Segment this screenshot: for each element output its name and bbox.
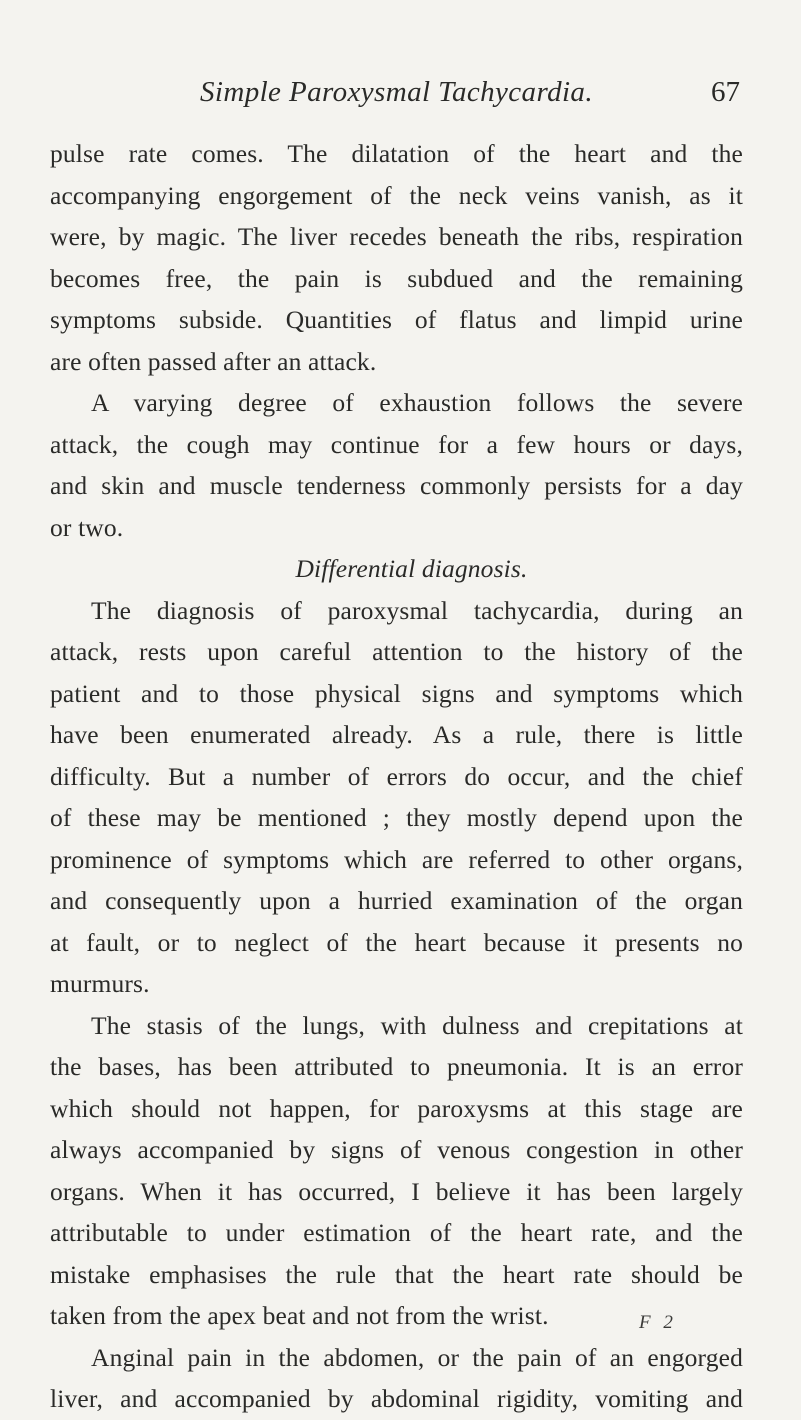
text-line: liver, and accompanied by abdominal rigidity, vomiting and [50, 1384, 743, 1413]
text-line: difficulty. But a number of errors do occur, and the chief [50, 761, 743, 791]
text-line: or two. [50, 512, 124, 542]
signature-mark: F 2 [639, 1312, 677, 1333]
text-line: attributable to under estimation of the heart rate, and the [50, 1218, 743, 1247]
text-line: attack, the cough may continue for a few hours or days, [50, 429, 743, 459]
text-line: Anginal pain in the abdomen, or the pain of an engorged [91, 1342, 743, 1372]
text-line: have been enumerated already. As a rule, there is little [50, 720, 743, 749]
text-line: and consequently upon a hurried examination of the organ [50, 886, 743, 915]
page-number: 67 [711, 76, 740, 108]
text-line: which should not happen, for paroxysms at this stage are [50, 1093, 743, 1123]
text-line: pulse rate comes. The dilatation of the heart and the [50, 139, 743, 168]
text-line: taken from the apex beat and not from the wrist. [50, 1301, 549, 1330]
body-text [50, 133, 743, 1420]
text-line: The stasis of the lungs, with dulness and crepitations at [91, 1010, 743, 1040]
text-line: patient and to those physical signs and symptoms which [50, 678, 743, 708]
text-line: prominence of symptoms which are referred to other organs, [50, 844, 743, 874]
text-line: are often passed after an attack. [50, 346, 377, 376]
text-line: and skin and muscle tenderness commonly persists for a day [50, 471, 743, 500]
text-line: The diagnosis of paroxysmal tachycardia, during an [91, 595, 743, 625]
text-line: accompanying engorgement of the neck veins vanish, as it [50, 180, 743, 210]
text-line: always accompanied by signs of venous congestion in other [50, 1135, 743, 1164]
running-title: Simple Paroxysmal Tachycardia. [200, 76, 593, 108]
text-line: A varying degree of exhaustion follows the severe [91, 388, 743, 417]
text-line: were, by magic. The liver recedes beneath the ribs, respiration [50, 222, 743, 251]
text-line: the bases, has been attributed to pneumonia. It is an error [50, 1052, 743, 1081]
section-heading: Differential diagnosis. [295, 554, 528, 583]
text-line: mistake emphasises the rule that the heart rate should be [50, 1259, 743, 1289]
text-line: organs. When it has occurred, I believe it has been largely [50, 1176, 743, 1206]
text-line: attack, rests upon careful attention to the history of the [50, 637, 743, 666]
page-header [200, 76, 740, 116]
text-line: at fault, or to neglect of the heart because it presents no [50, 927, 743, 957]
text-line: becomes free, the pain is subdued and the remaining [50, 263, 743, 293]
text-line: of these may be mentioned ; they mostly depend upon the [50, 803, 743, 832]
text-line: murmurs. [50, 969, 150, 998]
text-line: symptoms subside. Quantities of flatus and limpid urine [50, 305, 743, 334]
